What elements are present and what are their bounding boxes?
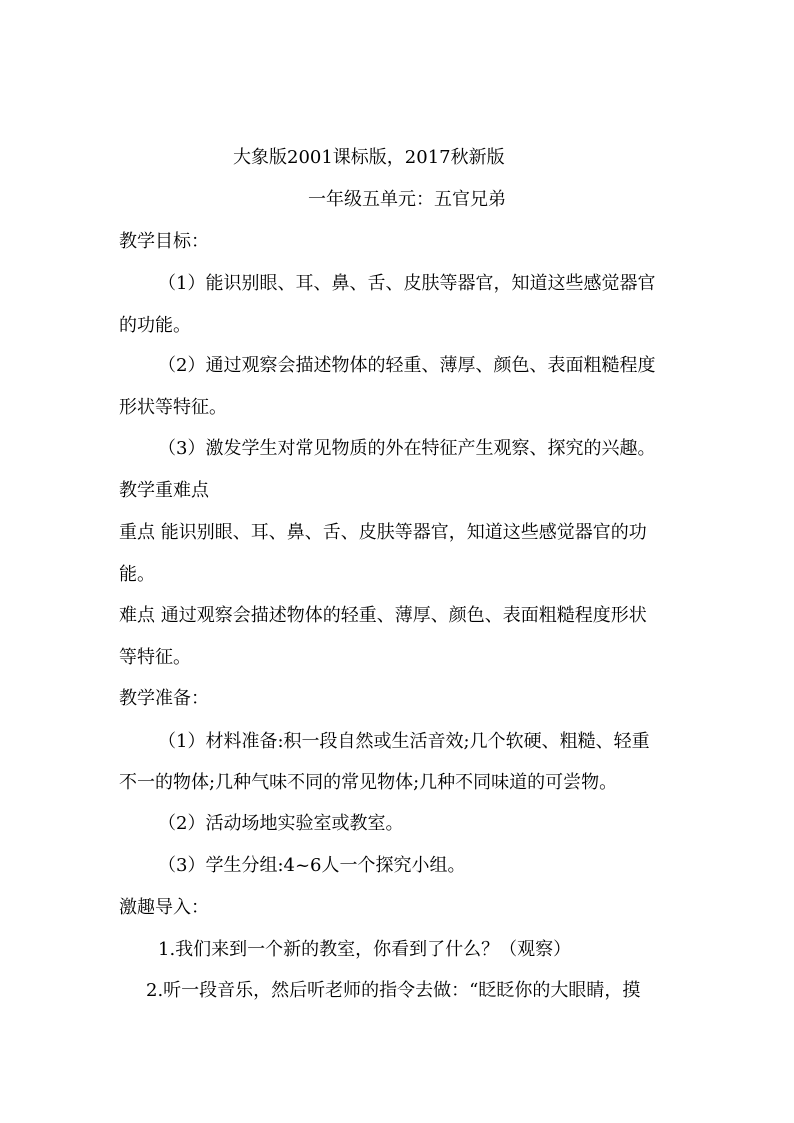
difficulty-line-2: 等特征。 — [119, 647, 191, 668]
difficulty-line-1: 难点 通过观察会描述物体的轻重、薄厚、颜色、表面粗糙程度形状 — [119, 605, 647, 626]
focus-line-1: 重点 能识别眼、耳、鼻、舌、皮肤等器官，知道这些感觉器官的功 — [119, 522, 647, 543]
preparation-2: （2）活动场地实验室或教室。 — [158, 813, 404, 834]
objectives-heading: 教学目标： — [119, 231, 209, 252]
objective-2-line-1: （2）通过观察会描述物体的轻重、薄厚、颜色、表面粗糙程度 — [158, 355, 656, 376]
key-points-heading: 教学重难点 — [119, 480, 209, 501]
objective-1-line-1: （1）能识别眼、耳、鼻、舌、皮肤等器官，知道这些感觉器官 — [158, 273, 656, 294]
introduction-heading: 激趣导入： — [119, 897, 209, 918]
objective-2-line-2: 形状等特征。 — [119, 397, 227, 418]
preparation-heading: 教学准备： — [119, 688, 209, 709]
objective-3: （3）激发学生对常见物质的外在特征产生观察、探究的兴趣。 — [158, 438, 656, 459]
focus-line-2: 能。 — [119, 564, 155, 585]
introduction-step-2: 2.听一段音乐，然后听老师的指令去做：“眨眨你的大眼睛，摸 — [146, 980, 641, 1001]
objective-1-line-2: 的功能。 — [119, 315, 191, 336]
introduction-step-1: 1.我们来到一个新的教室，你看到了什么？（观察） — [158, 939, 572, 960]
preparation-1-line-1: （1）材料准备:积一段自然或生活音效;几个软硬、粗糙、轻重 — [158, 731, 650, 752]
preparation-3: （3）学生分组:4~6人一个探究小组。 — [158, 855, 466, 876]
header-edition: 大象版2001课标版，2017秋新版 — [233, 147, 505, 168]
header-unit-title: 一年级五单元：五官兄弟 — [308, 189, 506, 210]
preparation-1-line-2: 不一的物体;几种气味不同的常见物体;几种不同味道的可尝物。 — [119, 772, 618, 793]
